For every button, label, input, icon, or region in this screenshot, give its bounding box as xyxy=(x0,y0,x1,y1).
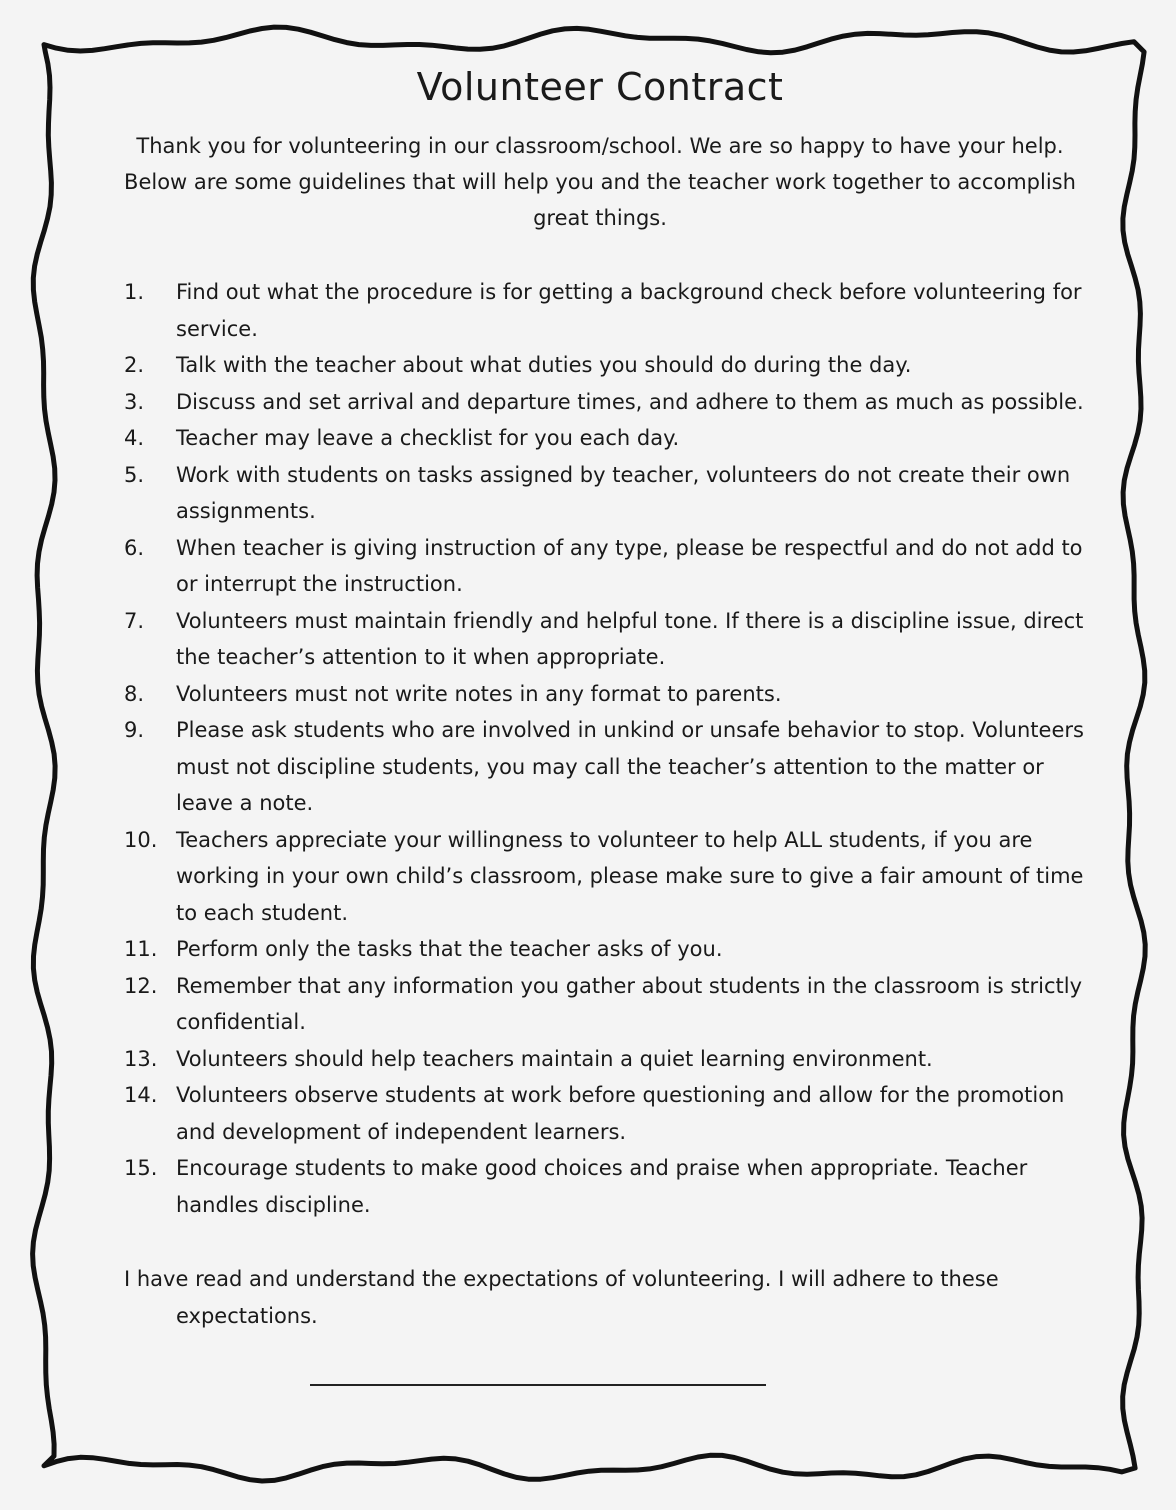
list-item-text: Discuss and set arrival and departure times, and adhere to them as much as possible. xyxy=(176,389,1084,414)
closing-statement-line-2: expectations. xyxy=(176,1304,318,1328)
list-item xyxy=(110,968,1090,1041)
list-item-text: Please ask students who are involved in unkind or unsafe behavior to stop. Volunteers must not discipline students, you may call the teacher’s attention to the matter or leave a note. xyxy=(176,718,1084,815)
list-item-text: Talk with the teacher about what duties you should do during the day. xyxy=(176,353,912,377)
closing-statement-line-1: I have read and understand the expectations of volunteering. I will adhere to these xyxy=(124,1267,999,1291)
list-item-number: 5. xyxy=(124,462,145,487)
list-item-number: 8. xyxy=(124,681,145,706)
list-item-text: Find out what the procedure is for getting a background check before volunteering for service. xyxy=(176,280,1082,341)
list-item xyxy=(110,822,1090,932)
list-item xyxy=(110,1150,1090,1223)
list-item xyxy=(110,420,1090,457)
signature-line[interactable] xyxy=(310,1384,766,1386)
list-item-text: Teacher may leave a checklist for you each day. xyxy=(176,426,680,450)
list-item xyxy=(110,676,1090,713)
list-item-number: 2. xyxy=(124,353,145,377)
list-item-number: 12. xyxy=(124,973,158,998)
list-item xyxy=(110,530,1090,603)
list-item-number: 11. xyxy=(124,937,158,961)
list-item xyxy=(110,274,1090,347)
list-item-number: 6. xyxy=(124,535,145,560)
list-item-number: 13. xyxy=(124,1046,158,1071)
list-item-number: 10. xyxy=(124,827,158,852)
list-item-number: 14. xyxy=(124,1083,158,1107)
list-item-text: Remember that any information you gather about students in the classroom is strictly confidential. xyxy=(176,973,1083,1034)
list-item-text: When teacher is giving instruction of any type, please be respectful and do not add to or interrupt the instruction. xyxy=(176,535,1083,596)
list-item-text: Volunteers must maintain friendly and helpful tone. If there is a discipline issue, direct the teacher’s attention to it when appropriate. xyxy=(176,608,1084,669)
list-item-text: Perform only the tasks that the teacher asks of you. xyxy=(176,937,723,961)
document-content xyxy=(110,52,1090,1335)
list-item-text: Teachers appreciate your willingness to volunteer to help ALL students, if you are working in your own child’s classroom, please make sure to give a fair amount of time to each student. xyxy=(176,827,1084,925)
list-item xyxy=(110,347,1090,384)
intro-paragraph: Thank you for volunteering in our classroom/school. We are so happy to have your help. Below are some guidelines that will help you and the teacher work together to accomplish great things. xyxy=(124,134,1076,230)
guidelines-list xyxy=(110,274,1090,1223)
list-item-number: 7. xyxy=(124,608,145,633)
list-item-text: Volunteers must not write notes in any format to parents. xyxy=(176,681,782,706)
list-item-text: Volunteers should help teachers maintain a quiet learning environment. xyxy=(176,1046,933,1071)
list-item xyxy=(110,1041,1090,1078)
list-item-number: 1. xyxy=(124,280,145,304)
list-item xyxy=(110,712,1090,822)
list-item-text: Work with students on tasks assigned by teacher, volunteers do not create their own assignments. xyxy=(176,462,1071,523)
list-item xyxy=(110,603,1090,676)
list-item-number: 3. xyxy=(124,389,145,414)
closing-statement xyxy=(124,1261,1090,1335)
list-item xyxy=(110,1077,1090,1150)
list-item xyxy=(110,931,1090,968)
list-item-number: 15. xyxy=(124,1156,158,1180)
list-item-number: 4. xyxy=(124,426,145,450)
list-item xyxy=(110,457,1090,530)
list-item-text: Encourage students to make good choices and praise when appropriate. Teacher handles discipline. xyxy=(176,1156,1028,1217)
list-item xyxy=(110,384,1090,421)
page-title: Volunteer Contract xyxy=(416,65,784,109)
list-item-text: Volunteers observe students at work before questioning and allow for the promotion and development of independent learners. xyxy=(176,1083,1065,1144)
list-item-number: 9. xyxy=(124,718,145,742)
